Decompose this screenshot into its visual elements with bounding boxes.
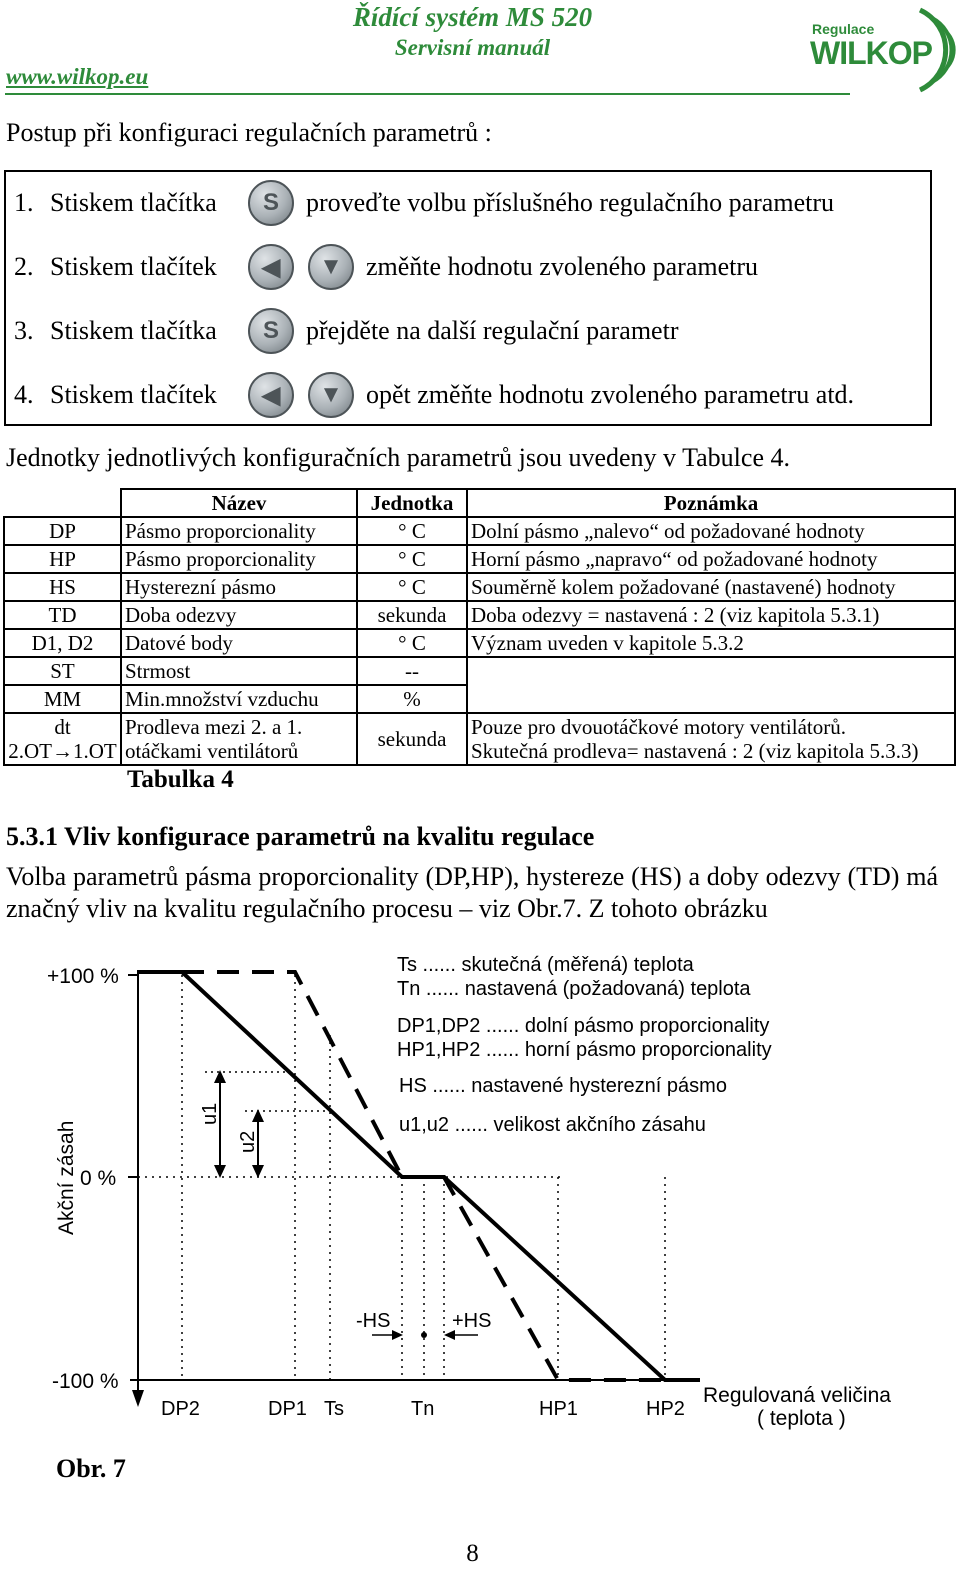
header-rule	[5, 93, 850, 95]
param-code: D1, D2	[4, 629, 121, 657]
table-row	[4, 545, 955, 573]
legend-item: Ts ...... skutečná (měřená) teplota	[397, 954, 694, 976]
param-name: Hysterezní pásmo	[121, 573, 357, 601]
units-note: Jednotky jednotlivých konfiguračních parametrů jsou uvedeny v Tabulce 4.	[6, 443, 790, 472]
table-header-row	[4, 489, 955, 517]
param-code: MM	[4, 685, 121, 713]
step-description: přejděte na další regulační parametr	[306, 316, 679, 345]
legend-item: HP1,HP2 ...... horní pásmo proporcionality	[397, 1039, 772, 1061]
table-row	[4, 517, 955, 545]
param-note: Doba odezvy = nastavená : 2 (viz kapitola 5.3.1)	[467, 601, 955, 629]
hs-plus-label: +HS	[452, 1310, 492, 1332]
y-tick-label: -100 %	[52, 1370, 119, 1393]
page-number: 8	[466, 1540, 479, 1567]
section-heading: 5.3.1 Vliv konfigurace parametrů na kvalitu regulace	[6, 822, 595, 851]
logo-big-text: WILKOP	[810, 35, 932, 71]
param-code-line: 2.OT→1.OT	[8, 739, 117, 763]
hs-minus-label: -HS	[356, 1310, 391, 1332]
param-unit: ° C	[357, 573, 467, 601]
step-number: 2.	[14, 252, 34, 281]
param-name-line: otáčkami ventilátorů	[125, 739, 299, 763]
step-number: 1.	[14, 188, 34, 217]
legend-item: Tn ...... nastavená (požadovaná) teplota	[397, 978, 751, 1000]
param-note: Horní pásmo „napravo“ od požadované hodnoty	[467, 545, 955, 573]
param-name: Datové body	[121, 629, 357, 657]
param-name: Pásmo proporcionality	[121, 545, 357, 573]
step-label: Stiskem tlačítka	[50, 188, 217, 217]
table-row	[4, 573, 955, 601]
x-tick-label: HP2	[646, 1398, 685, 1420]
step-label: Stiskem tlačítek	[50, 380, 217, 409]
param-unit: sekunda	[357, 713, 467, 765]
figure-caption: Obr. 7	[56, 1454, 126, 1483]
param-name-line: Prodleva mezi 2. a 1.	[125, 715, 303, 739]
x-axis-unit: ( teplota )	[757, 1407, 846, 1430]
s-button-icon: S	[248, 308, 294, 354]
u1-arrow-tail-icon	[214, 1165, 226, 1178]
left-button-icon: ◀	[248, 244, 294, 290]
param-name: Doba odezvy	[121, 601, 357, 629]
table-header-unit: Jednotka	[357, 489, 467, 517]
legend-item: u1,u2 ...... velikost akčního zásahu	[399, 1114, 706, 1136]
table-row	[4, 657, 955, 685]
table-header-name: Název	[121, 489, 357, 517]
param-note-line: Pouze pro dvouotáčkové motory ventilátorů.	[471, 715, 846, 739]
u2-arrow-tail-icon	[252, 1165, 264, 1178]
logo-small-text: Regulace	[812, 21, 875, 37]
param-code: TD	[4, 601, 121, 629]
x-axis-label: Regulovaná veličina	[703, 1384, 891, 1407]
website-link[interactable]: www.wilkop.eu	[6, 64, 149, 89]
x-tick-label: Ts	[324, 1398, 344, 1420]
section-paragraph: Volba parametrů pásma proporcionality (DP,HP), hystereze (HS) a doby odezvy (TD) má značný vliv na kvalitu regulačního procesu – viz Obr.7. Z tohoto obrázku	[6, 862, 938, 923]
param-code: DP	[4, 517, 121, 545]
legend-item: HS ...... nastavené hysterezní pásmo	[399, 1075, 727, 1097]
step-description: proveďte volbu příslušného regulačního parametru	[306, 188, 834, 217]
tn-point	[421, 1332, 427, 1338]
param-note: Význam uveden v kapitole 5.3.2	[467, 629, 955, 657]
x-tick-label: HP1	[539, 1398, 578, 1420]
procedure-intro: Postup při konfiguraci regulačních parametrů :	[6, 118, 492, 147]
param-note: Souměrně kolem požadované (nastavené) hodnoty	[467, 573, 955, 601]
param-unit: ° C	[357, 517, 467, 545]
param-note	[467, 657, 955, 685]
step-label: Stiskem tlačítka	[50, 316, 217, 345]
x-tick-label: DP1	[268, 1398, 307, 1420]
s-button-icon: S	[248, 180, 294, 226]
param-name	[121, 713, 357, 765]
step-number: 3.	[14, 316, 34, 345]
param-code: ST	[4, 657, 121, 685]
parameters-table	[3, 488, 956, 766]
param-unit: --	[357, 657, 467, 685]
left-button-icon: ◀	[248, 372, 294, 418]
param-note	[467, 713, 955, 765]
param-code: HS	[4, 573, 121, 601]
param-code	[4, 713, 121, 765]
step-description: změňte hodnotu zvoleného parametru	[366, 252, 759, 281]
table-header-note: Poznámka	[467, 489, 955, 517]
control-characteristic-diagram	[0, 935, 960, 1445]
param-note: Dolní pásmo „nalevo“ od požadované hodnoty	[467, 517, 955, 545]
param-unit: ° C	[357, 629, 467, 657]
u2-arrow-head-icon	[252, 1109, 264, 1122]
param-note	[467, 685, 955, 713]
table-row	[4, 601, 955, 629]
step-description: opět změňte hodnotu zvoleného parametru atd.	[366, 380, 855, 409]
table-row	[4, 629, 955, 657]
param-unit: ° C	[357, 545, 467, 573]
x-tick-label: DP2	[161, 1398, 200, 1420]
legend-item: DP1,DP2 ...... dolní pásmo proporcionality	[397, 1015, 770, 1037]
down-button-icon: ▼	[308, 372, 354, 418]
table-row	[4, 713, 955, 765]
step-number: 4.	[14, 380, 34, 409]
y-tick-label: 0 %	[80, 1167, 117, 1190]
y-axis-label: Akční zásah	[55, 1120, 78, 1235]
param-unit: sekunda	[357, 601, 467, 629]
u2-label: u2	[237, 1130, 259, 1153]
param-name: Min.množství vzduchu	[121, 685, 357, 713]
param-name: Pásmo proporcionality	[121, 517, 357, 545]
step-label: Stiskem tlačítek	[50, 252, 217, 281]
param-unit: %	[357, 685, 467, 713]
table-header-empty	[4, 489, 121, 517]
param-code: HP	[4, 545, 121, 573]
param-name: Strmost	[121, 657, 357, 685]
document-title: Řídící systém MS 520	[352, 2, 593, 32]
table-row	[4, 685, 955, 713]
y-tick-label: +100 %	[47, 965, 119, 988]
u1-label: u1	[199, 1102, 221, 1125]
param-note-line: Skutečná prodleva= nastavená : 2 (viz kapitola 5.3.3)	[471, 739, 919, 763]
table-caption: Tabulka 4	[127, 766, 234, 793]
x-tick-label: Tn	[411, 1398, 435, 1420]
param-code-line: dt	[54, 715, 71, 739]
wilkop-logo	[808, 4, 958, 96]
down-button-icon: ▼	[308, 244, 354, 290]
y-axis-arrow-icon	[132, 1390, 144, 1407]
document-subtitle: Servisní manuál	[394, 35, 551, 60]
